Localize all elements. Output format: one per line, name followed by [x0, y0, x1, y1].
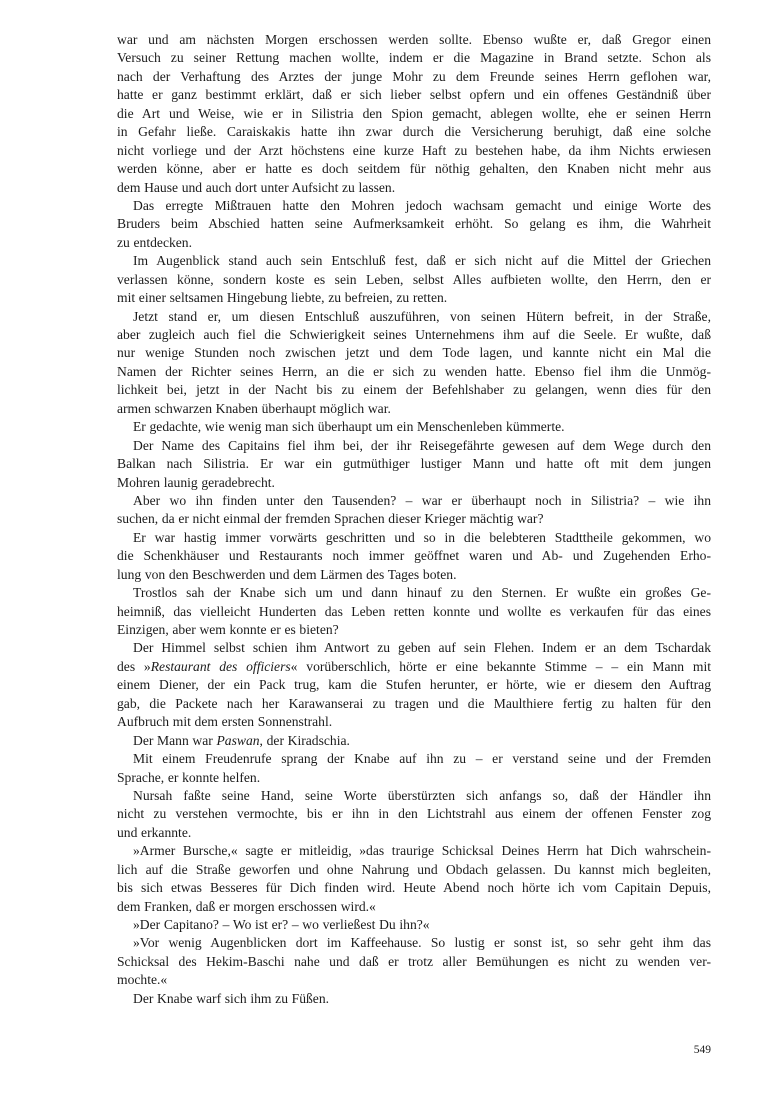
- text-line: nach der Verhaftung des Arztes der junge Mohr zu dem Freunde seines Herrn geflohen war,: [117, 68, 711, 84]
- text-line: Der Knabe warf sich ihm zu Füßen.: [133, 990, 330, 1006]
- text-line: suchen, da er nicht einmal der fremden Sprachen dieser Krieger mächtig war?: [117, 511, 544, 527]
- text-line: »Der Capitano? – Wo ist er? – wo verließest Du ihn?«: [133, 917, 430, 932]
- text-line: Er gedachte, wie wenig man sich überhaupt um ein Menschenleben kümmerte.: [133, 419, 565, 435]
- paragraph: [117, 916, 711, 934]
- paragraph: [117, 842, 711, 916]
- text-line: lung von den Beschwerden und dem Lärmen des Tages boten.: [117, 566, 457, 582]
- text-line: Bruders beim Abschied hatten seine Aufmerksamkeit erhöht. So gelang es ihm, die Wahrheit: [117, 216, 711, 232]
- text-line: gab, die Packete nach her Karawanserai zu tragen und die Maulthiere fertig zu halten für den: [117, 695, 711, 711]
- text-line: Balkan nach Silistria. Er war ein gutmüthiger lustiger Mann und hatte oft mit dem jungen: [117, 456, 711, 472]
- text-line: verlassen könne, sondern koste es sein Leben, selbst Alles aufbieten wollte, den Herrn, den er: [117, 271, 711, 287]
- paragraph: [117, 418, 711, 436]
- paragraph: [117, 990, 711, 1008]
- text-line: einem Diener, der ein Pack trug, kam die Stufen herunter, er hörte, wie er diesem den Auftrag: [117, 677, 711, 693]
- text-line: die Schenkhäuser und Restaurants noch immer geöffnet waren und Ab- und Zugehenden Erho-: [117, 548, 711, 564]
- text-line: Mit einem Freudenrufe sprang der Knabe auf ihn zu – er verstand seine und der Fremden: [133, 751, 711, 767]
- text-line: Jetzt stand er, um diesen Entschluß auszuführen, von seinen Hütern befreit, in der Straße,: [133, 308, 711, 324]
- text-line: die Art und Weise, wie er in Silistria den Spion gemacht, ablegen wollte, ehe er seinen Herrn: [117, 105, 711, 121]
- text-line: Nursah faßte seine Hand, seine Worte überstürzten sich anfangs so, daß der Händler ihn: [133, 787, 711, 803]
- text-line: aber zugleich auch fiel die Schwierigkeit seines Unternehmens ihm auf die Seele. Er wußte, daß: [117, 327, 711, 342]
- text-line: nur wenige Stunden noch zwischen jetzt und dem Tode lagen, und kannte nicht ein Mal die: [117, 345, 711, 361]
- paragraph: [117, 31, 711, 197]
- text-line: lich auf die Straße geworfen und ohne Nahrung und Obdach gelassen. Du kannst mich begleiten,: [117, 861, 711, 877]
- text-line: Sprache, er konnte helfen.: [117, 769, 261, 785]
- text-line: Das erregte Mißtrauen hatte den Mohren jedoch wachsam gemacht und einige Worte des: [133, 197, 711, 213]
- text-line: dem Hause und auch dort unter Aufsicht zu lassen.: [117, 179, 396, 195]
- text-line: Im Augenblick stand auch sein Entschluß fest, daß er sich nicht auf die Mittel der Griechen: [133, 253, 711, 269]
- text-line: Einzigen, aber wem konnte er es bieten?: [117, 622, 339, 637]
- paragraph: [117, 732, 711, 750]
- paragraph: [117, 308, 711, 419]
- text-line: armen schwarzen Knaben überhaupt möglich war.: [117, 400, 391, 416]
- paragraph: [117, 639, 711, 731]
- text-line: Der Name des Capitains fiel ihm bei, der ihr Reisegefährte gewesen auf dem Wege durch den: [133, 437, 711, 453]
- paragraph: [117, 529, 711, 584]
- text-line: »Armer Bursche,« sagte er mitleidig, »das traurige Schicksal Deines Herrn hat Dich wahrschein-: [133, 843, 711, 859]
- paragraph: [117, 584, 711, 639]
- text-line: bis sich etwas Besseres für Dich finden wird. Heute Abend noch hörte ich vom Capitain Depuis,: [117, 880, 711, 896]
- text-line: Versuch zu seiner Rettung machen wollte, indem er die Magazine in Brand setzte. Schon als: [117, 50, 711, 66]
- text-line: war und am nächsten Morgen erschossen werden sollte. Ebenso wußte er, daß Gregor einen: [117, 32, 711, 47]
- text-line: dem Franken, daß er morgen erschossen wird.«: [117, 898, 376, 914]
- text-line: hatte er ganz bestimmt erklärt, daß er sich lieber selbst opfern und ein offenes Geständniß über: [117, 87, 711, 103]
- paragraph: [117, 934, 711, 989]
- text-line: werden könne, aber er hatte es doch seitdem für nöthig gehalten, den Knaben nicht mehr aus: [117, 161, 711, 177]
- text-line: Er war hastig immer vorwärts geschritten und so in die belebteren Stadttheile gekommen, wo: [133, 529, 711, 545]
- text-line: nicht zu verstehen vermochte, bis er ihn in den Lichtstrahl aus einem der offenen Fenster zog: [117, 806, 711, 822]
- text-line: heimniß, das vielleicht Hunderten das Leben retten konnte und wollte es verkaufen für das eines: [117, 603, 711, 619]
- text-line: lichkeit bei, jetzt in der Nacht bis zu einem der Befehlshaber zu gelangen, wenn dies für den: [117, 382, 711, 398]
- text-line: Trostlos sah der Knabe sich um und dann hinauf zu den Sternen. Er wußte ein großes Ge-: [133, 585, 711, 601]
- text-line: Schicksal des Hekim-Baschi nahe und daß er trotz aller Bemühungen es nicht zu wenden ver-: [117, 953, 711, 969]
- text-line: Namen der Richter seines Herrn, an die er sich zu wenden hatte. Ebenso fiel ihm die Unmög-: [117, 363, 711, 379]
- paragraph: [117, 252, 711, 307]
- text-block: [117, 31, 711, 1008]
- text-line: in Gefahr ließe. Caraiskakis hatte ihn zwar durch die Versicherung beruhigt, daß eine solche: [117, 124, 711, 140]
- text-line: mit einer seltsamen Hingebung liebte, zu befreien, zu retten.: [117, 290, 448, 306]
- text-line: Aufbruch mit dem ersten Sonnenstrahl.: [117, 714, 333, 730]
- text-line: Der Himmel selbst schien ihm Antwort zu geben auf sein Flehen. Indem er an dem Tschardak: [133, 640, 711, 656]
- paragraph: [117, 197, 711, 252]
- text-line: Aber wo ihn finden unter den Tausenden? – war er überhaupt noch in Silistria? – wie ihn: [133, 492, 711, 508]
- paragraph: [117, 787, 711, 842]
- text-line: Mohren launig geradebrecht.: [117, 474, 275, 490]
- text-line: des »Restaurant des officiers« vorüberschlich, hörte er eine bekannte Stimme – – ein Mann mit: [117, 658, 712, 674]
- text-line: »Vor wenig Augenblicken dort im Kaffeehause. So lustig er sonst ist, so sehr geht ihm das: [133, 935, 711, 951]
- text-line: nicht vorliege und der Arzt höchstens eine kurze Haft zu bestehen habe, da ihm Nichts erwiesen: [117, 142, 711, 158]
- paragraph: [117, 750, 711, 787]
- paragraph: [117, 492, 711, 529]
- text-line: Der Mann war Paswan, der Kiradschia.: [133, 732, 350, 748]
- paragraph: [117, 437, 711, 492]
- text-line: mochte.«: [117, 972, 168, 988]
- text-line: und erkannte.: [117, 824, 192, 840]
- text-line: zu entdecken.: [117, 234, 192, 250]
- page-number: 549: [693, 1044, 711, 1056]
